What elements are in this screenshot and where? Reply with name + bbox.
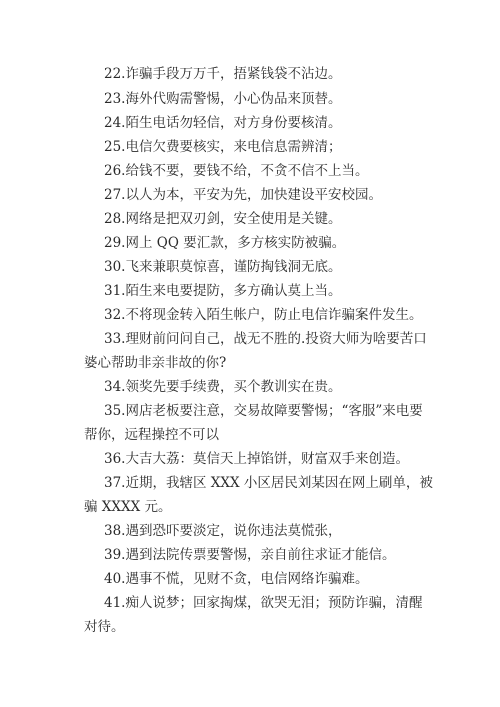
list-item-37: 37.近期，我辖区 XXX 小区居民刘某因在网上刷单，被 bbox=[104, 475, 433, 491]
list-item-24: 24.陌生电话勿轻信，对方身份要核清。 bbox=[104, 115, 342, 131]
list-item-27: 27.以人为本，平安为先，加快建设平安校园。 bbox=[104, 187, 382, 203]
list-item-33-continuation: 婆心帮助非亲非故的你? bbox=[84, 355, 227, 371]
list-item-35: 35.网店老板要注意，交易故障要警惕；“客服”来电要 bbox=[104, 403, 423, 419]
list-item-28: 28.网络是把双刃剑，安全使用是关键。 bbox=[104, 211, 342, 227]
list-item-22: 22.诈骗手段万万千，捂紧钱袋不沾边。 bbox=[104, 66, 342, 82]
list-item-35-continuation: 帮你，远程操控不可以 bbox=[84, 427, 219, 443]
list-item-25: 25.电信欠费要核实，来电信息需辨清； bbox=[104, 139, 342, 155]
list-item-41: 41.痴人说梦；回家掏煤，欲哭无泪；预防诈骗，清醒 bbox=[104, 595, 423, 611]
list-item-36: 36.大吉大荔：莫信天上掉馅饼，财富双手来创造。 bbox=[104, 451, 409, 467]
list-item-32: 32.不将现金转入陌生帐户，防止电信诈骗案件发生。 bbox=[104, 307, 423, 323]
list-item-29: 29.网上 QQ 要汇款，多方核实防被骗。 bbox=[104, 235, 346, 251]
list-item-31: 31.陌生来电要提防，多方确认莫上当。 bbox=[104, 283, 342, 299]
list-item-30: 30.飞来兼职莫惊喜，谨防掏钱洞无底。 bbox=[104, 259, 342, 275]
list-item-39: 39.遇到法院传票要警惕，亲自前往求证才能信。 bbox=[104, 547, 396, 563]
list-item-33: 33.理财前问问自己，战无不胜的.投资大师为啥要苦口 bbox=[104, 331, 427, 347]
list-item-37-continuation: 骗 XXXX 元。 bbox=[84, 499, 172, 515]
list-item-26: 26.给钱不要，要钱不给，不贪不信不上当。 bbox=[104, 163, 369, 179]
list-item-23: 23.海外代购需警惕，小心伪品来顶替。 bbox=[104, 91, 342, 107]
list-item-34: 34.领奖先要手续费，买个教训实在贵。 bbox=[104, 379, 342, 395]
list-item-38: 38.遇到恐吓要淡定，说你违法莫慌张， bbox=[104, 523, 342, 539]
list-item-41-continuation: 对待。 bbox=[84, 619, 125, 635]
list-item-40: 40.遇事不慌，见财不贪，电信网络诈骗难。 bbox=[104, 571, 369, 587]
